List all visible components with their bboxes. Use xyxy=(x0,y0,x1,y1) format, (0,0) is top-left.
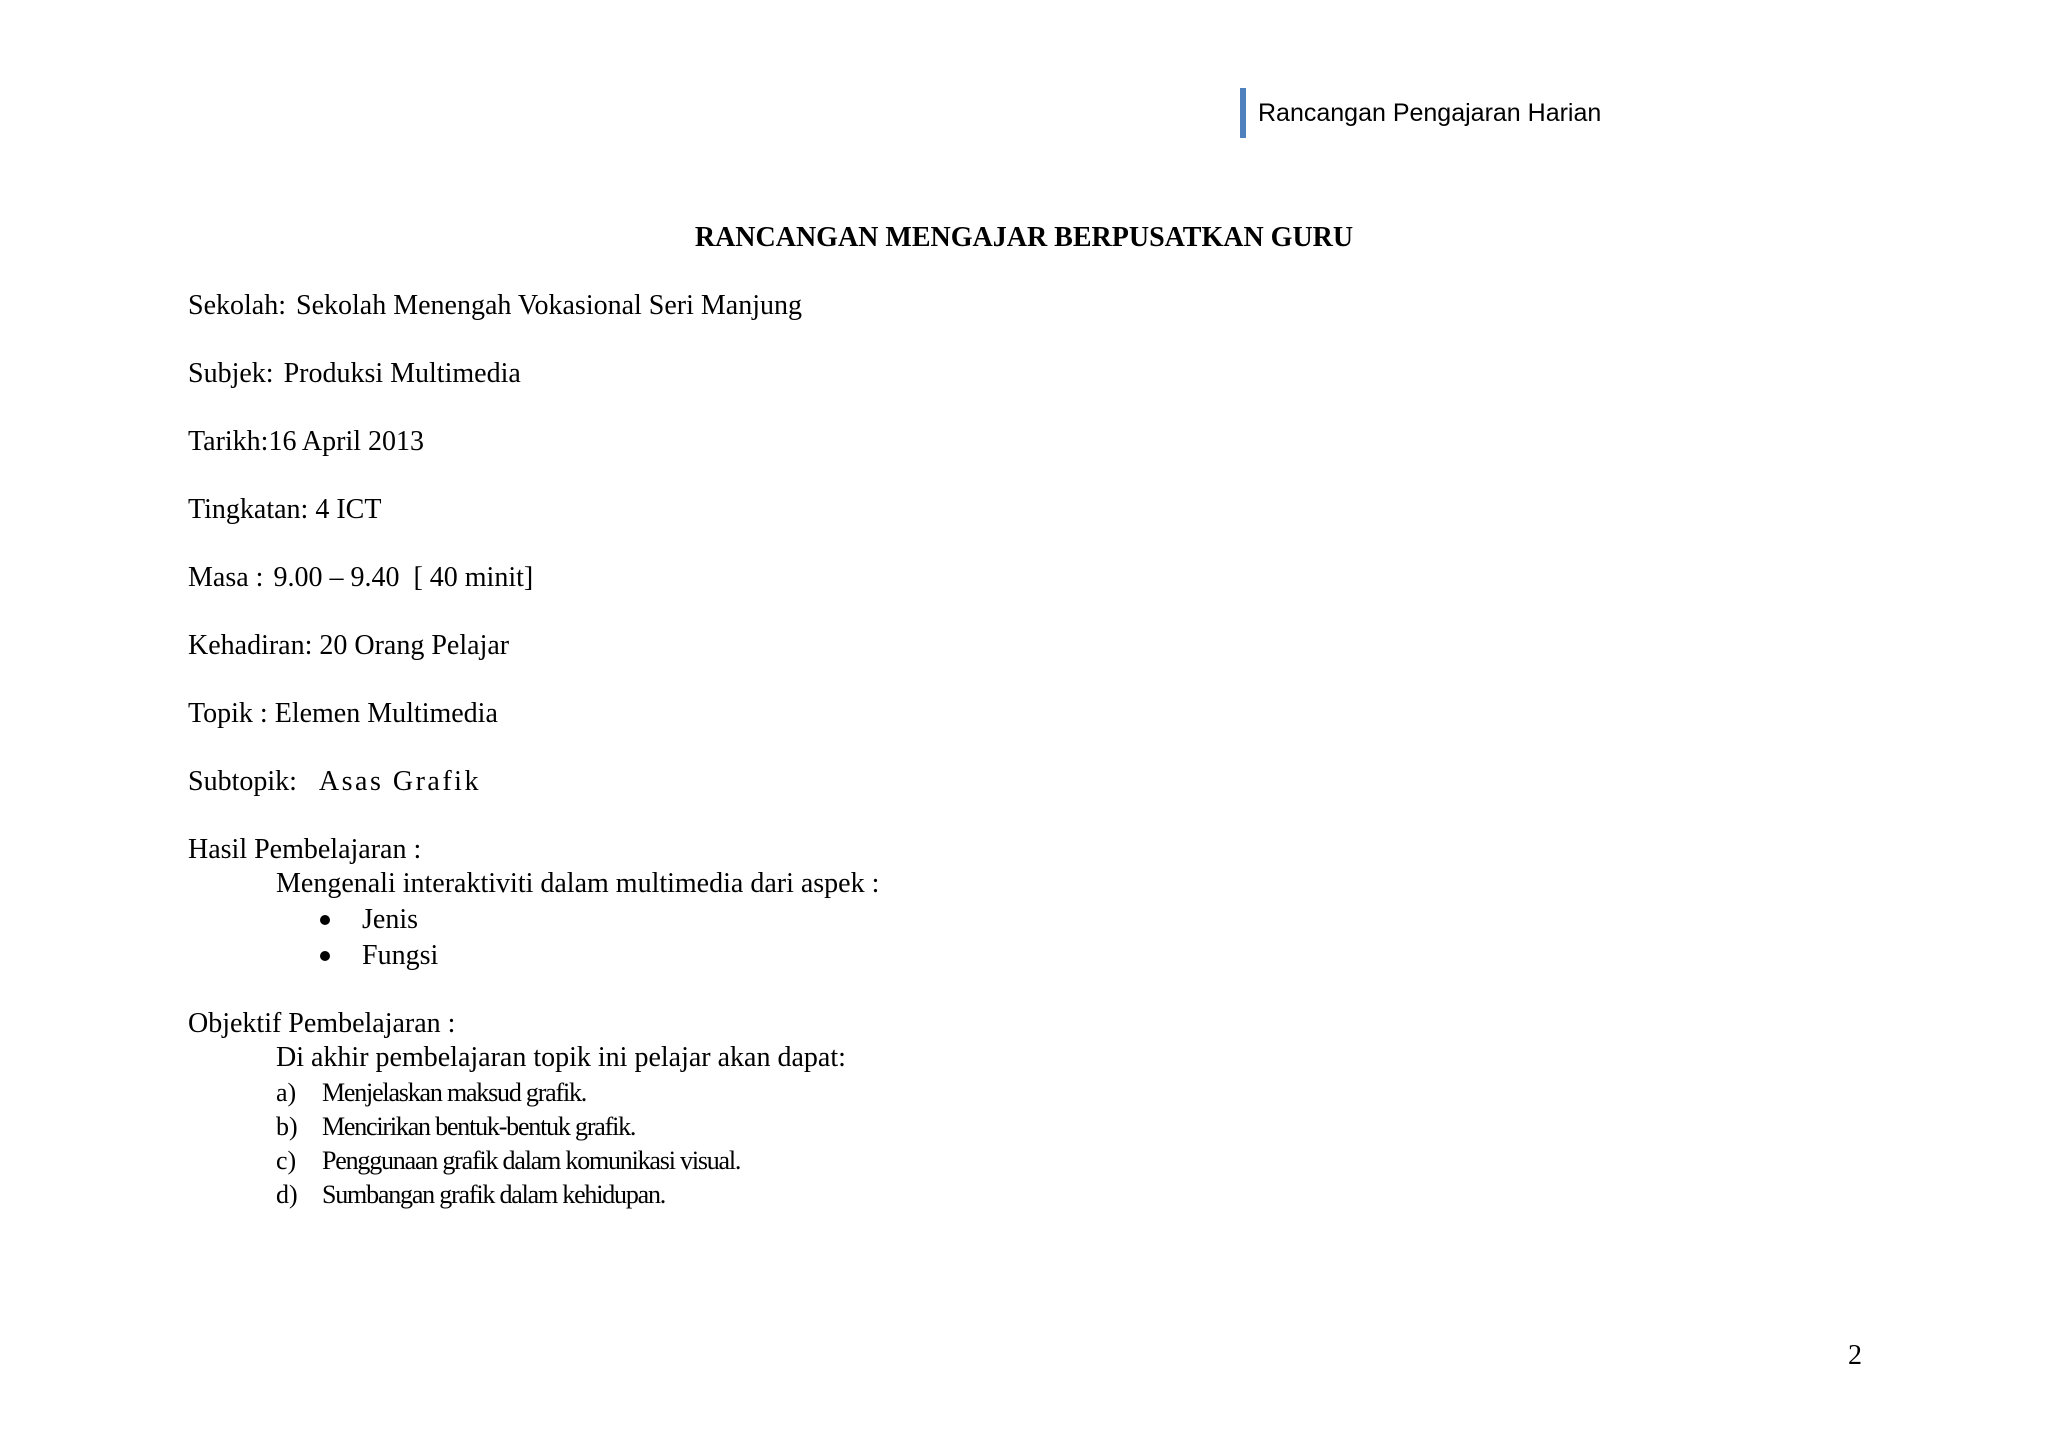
field-label: Subjek: xyxy=(188,358,274,389)
field-masa xyxy=(188,562,533,594)
header-title: Rancangan Pengajaran Harian xyxy=(1258,98,1602,127)
field-topik xyxy=(188,698,498,730)
list-item-marker: b) xyxy=(276,1112,298,1141)
field-value: 9.00 – 9.40 [ 40 minit] xyxy=(273,562,534,593)
field-label: Subtopik: xyxy=(188,766,297,797)
list-item-text: Penggunaan grafik dalam komunikasi visual. xyxy=(322,1146,741,1175)
field-label: Kehadiran: xyxy=(188,630,313,661)
list-item-marker: a) xyxy=(276,1078,297,1107)
field-value: Asas Grafik xyxy=(318,766,481,797)
list-item-text: Sumbangan grafik dalam kehidupan. xyxy=(322,1180,666,1209)
list-item-text: Fungsi xyxy=(362,940,439,971)
bullet-icon xyxy=(320,951,330,961)
list-item-text: Mencirikan bentuk-bentuk grafik. xyxy=(322,1112,636,1141)
list-item-marker: c) xyxy=(276,1146,297,1175)
page-number: 2 xyxy=(1848,1340,1862,1371)
list-item xyxy=(320,940,438,972)
list-item xyxy=(276,1180,665,1210)
hasil-heading: Hasil Pembelajaran : xyxy=(188,834,422,865)
field-value: 4 ICT xyxy=(315,494,382,525)
field-label: Topik : xyxy=(188,698,268,729)
field-tarikh xyxy=(188,426,424,458)
running-header xyxy=(1240,88,1601,138)
list-item xyxy=(276,1078,586,1108)
objektif-intro: Di akhir pembelajaran topik ini pelajar akan dapat: xyxy=(276,1042,846,1073)
hasil-intro: Mengenali interaktiviti dalam multimedia dari aspek : xyxy=(276,868,880,899)
field-value: Sekolah Menengah Vokasional Seri Manjung xyxy=(296,290,803,321)
field-kehadiran xyxy=(188,630,509,662)
field-value: 16 April 2013 xyxy=(268,426,425,457)
list-item-text: Menjelaskan maksud grafik. xyxy=(322,1078,587,1107)
field-label: Tarikh: xyxy=(188,426,269,457)
list-item xyxy=(276,1112,635,1142)
field-subjek xyxy=(188,358,521,390)
field-value: Elemen Multimedia xyxy=(274,698,498,729)
field-label: Tingkatan: xyxy=(188,494,309,525)
field-label: Sekolah: xyxy=(188,290,286,321)
bullet-icon xyxy=(320,915,330,925)
document-title: RANCANGAN MENGAJAR BERPUSATKAN GURU xyxy=(694,222,1354,253)
field-value: Produksi Multimedia xyxy=(283,358,521,389)
list-item xyxy=(320,904,418,936)
field-subtopik xyxy=(188,766,481,798)
field-label: Masa : xyxy=(188,562,264,593)
list-item xyxy=(276,1146,740,1176)
list-item-marker: d) xyxy=(276,1180,298,1209)
field-sekolah xyxy=(188,290,802,322)
objektif-heading: Objektif Pembelajaran : xyxy=(188,1008,456,1039)
field-tingkatan xyxy=(188,494,381,526)
field-value: 20 Orang Pelajar xyxy=(319,630,510,661)
list-item-text: Jenis xyxy=(362,904,418,935)
header-accent-bar xyxy=(1240,88,1246,138)
